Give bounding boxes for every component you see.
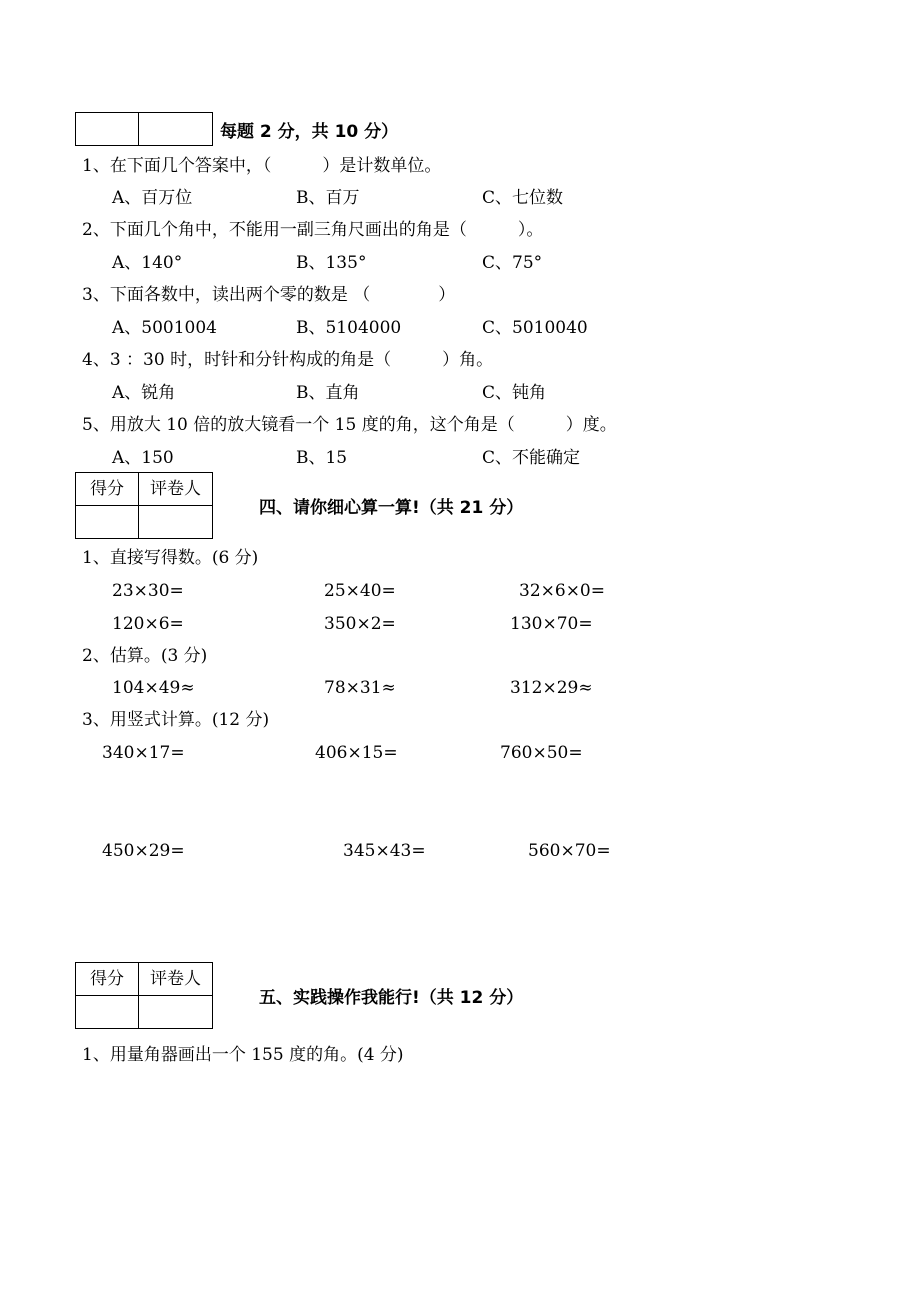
section5-title: 五、实践操作我能行!（共 12 分）: [259, 988, 524, 1008]
s4-q3-label: 3、用竖式计算。(12 分): [82, 710, 270, 730]
s4-q1-label: 1、直接写得数。(6 分): [82, 548, 259, 568]
q1-option-c: C、七位数: [482, 188, 564, 208]
calc-item: 32×6×0=: [519, 581, 605, 601]
q1-option-a: A、百万位: [112, 188, 193, 208]
estimate-item: 78×31≈: [324, 678, 396, 698]
q4-option-c: C、钝角: [482, 383, 547, 403]
q4-option-b: B、直角: [296, 383, 360, 403]
score-label: 得分: [76, 473, 139, 506]
calc-item: 120×6=: [112, 614, 184, 634]
calc-item: 25×40=: [324, 581, 396, 601]
q3-option-c: C、5010040: [482, 318, 588, 338]
question-3: 3、下面各数中，读出两个零的数是 （ ）: [82, 285, 456, 305]
question-2: 2、下面几个角中，不能用一副三角尺画出的角是（ ）。: [82, 220, 544, 240]
q1-option-b: B、百万: [296, 188, 360, 208]
score-cell: [76, 506, 139, 539]
q3-option-b: B、5104000: [296, 318, 402, 338]
s5-q1: 1、用量角器画出一个 155 度的角。(4 分): [82, 1045, 404, 1065]
vertical-calc-item: 345×43=: [343, 841, 426, 861]
score-cell: [76, 996, 139, 1029]
vertical-calc-item: 340×17=: [102, 743, 185, 763]
score-label: 得分: [76, 963, 139, 996]
question-5: 5、用放大 10 倍的放大镜看一个 15 度的角，这个角是（ ）度。: [82, 415, 617, 435]
q2-option-c: C、75°: [482, 253, 543, 273]
q5-option-c: C、不能确定: [482, 448, 581, 468]
s4-q2-label: 2、估算。(3 分): [82, 646, 208, 666]
q2-option-a: A、140°: [112, 253, 183, 273]
reviewer-cell: [139, 996, 213, 1029]
reviewer-label: 评卷人: [139, 963, 213, 996]
calc-item: 130×70=: [510, 614, 593, 634]
vertical-calc-item: 406×15=: [315, 743, 398, 763]
reviewer-cell: [139, 113, 213, 146]
vertical-calc-item: 760×50=: [500, 743, 583, 763]
q5-option-b: B、15: [296, 448, 348, 468]
calc-item: 350×2=: [324, 614, 396, 634]
calc-item: 23×30=: [112, 581, 184, 601]
score-box-section5: [75, 962, 213, 1029]
section4-title: 四、请你细心算一算!（共 21 分）: [259, 498, 524, 518]
vertical-calc-item: 560×70=: [528, 841, 611, 861]
estimate-item: 312×29≈: [510, 678, 593, 698]
score-box-section4: [75, 472, 213, 539]
question-4: 4、3 ：30 时，时针和分针构成的角是（ ）角。: [82, 350, 494, 370]
q3-option-a: A、5001004: [112, 318, 217, 338]
q2-option-b: B、135°: [296, 253, 367, 273]
section3-header: 每题 2 分，共 10 分）: [220, 122, 399, 142]
estimate-item: 104×49≈: [112, 678, 195, 698]
score-cell: [76, 113, 139, 146]
question-1: 1、在下面几个答案中，（ ）是计数单位。: [82, 156, 442, 176]
score-box-top: [75, 112, 213, 146]
reviewer-cell: [139, 506, 213, 539]
reviewer-label: 评卷人: [139, 473, 213, 506]
q5-option-a: A、150: [112, 448, 174, 468]
q4-option-a: A、锐角: [112, 383, 176, 403]
vertical-calc-item: 450×29=: [102, 841, 185, 861]
